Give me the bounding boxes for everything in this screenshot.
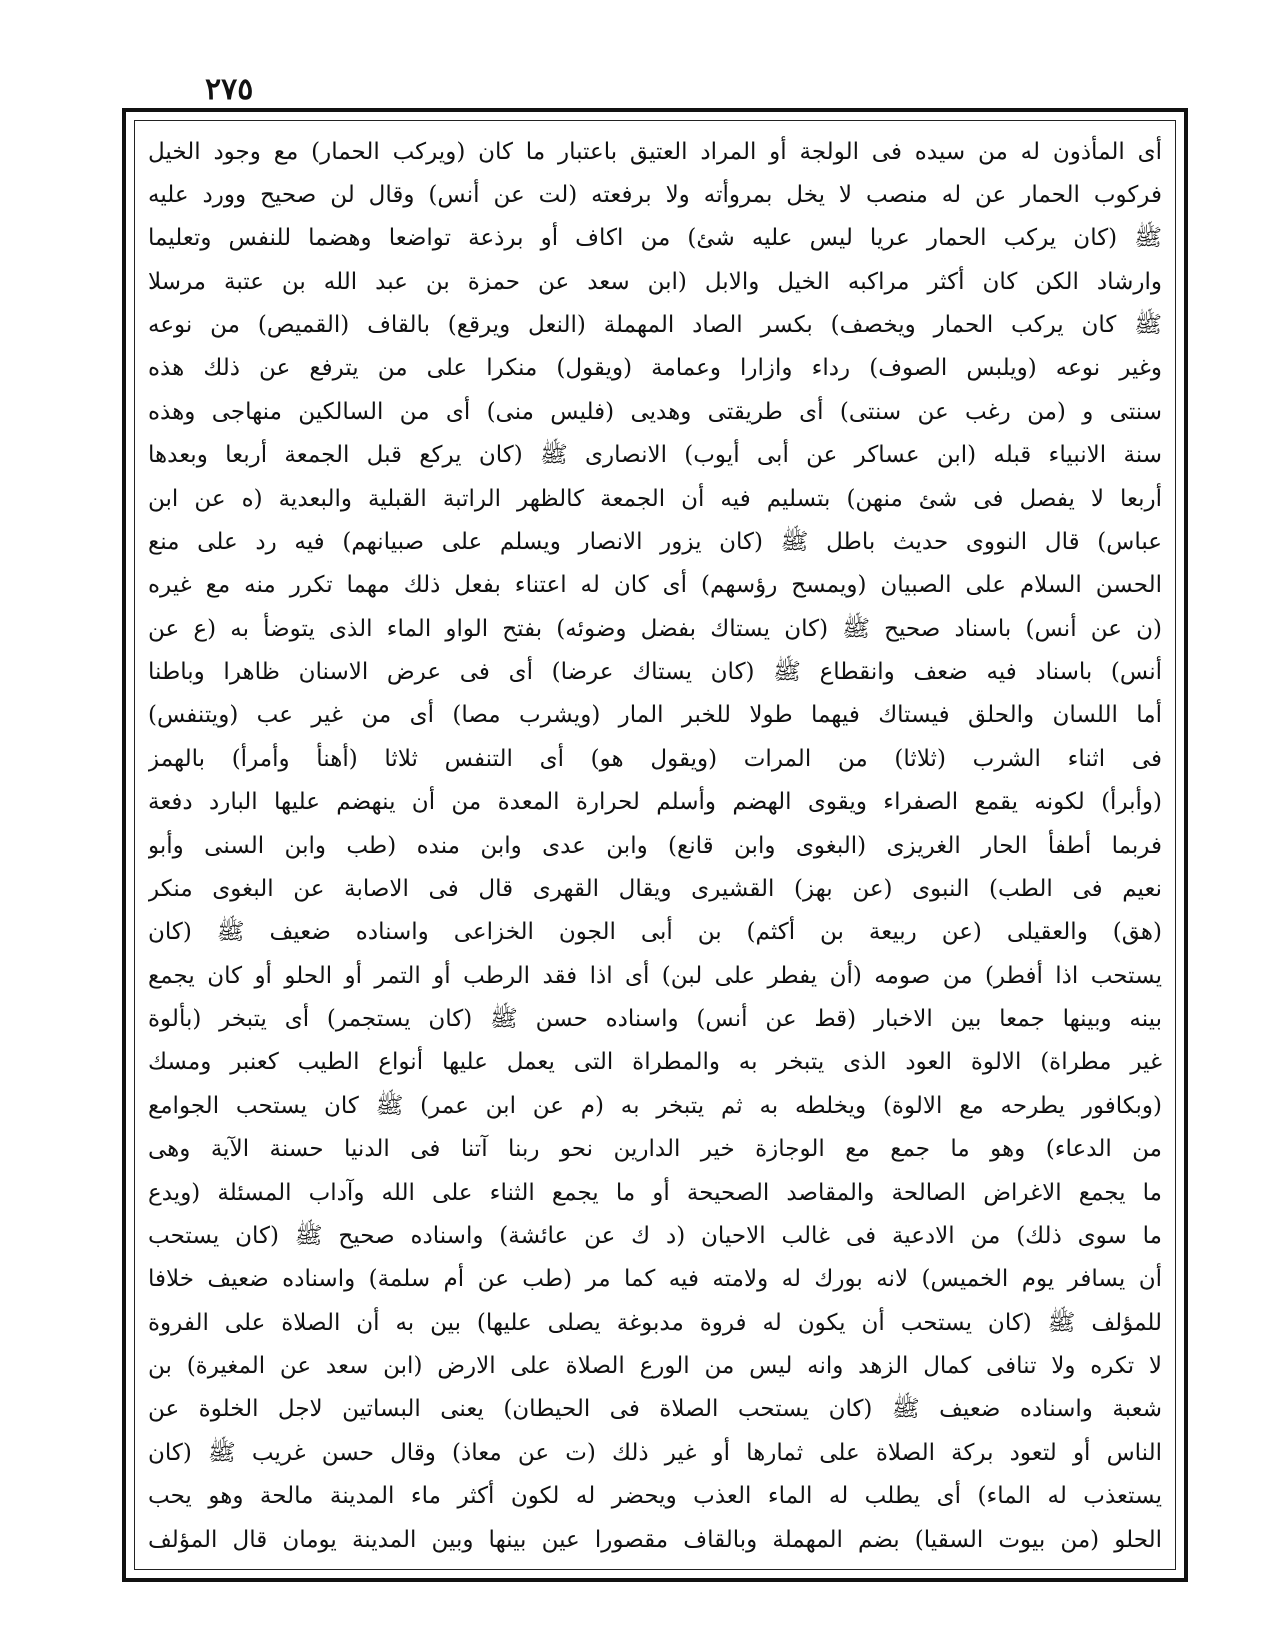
text-line bbox=[148, 1433, 1162, 1473]
text-line-content: ما سوى ذلك) من الادعية فى غالب الاحيان (د ك عن عائشة) واسناده صحيح ﷺ (كان يستحب bbox=[148, 1222, 1162, 1249]
text-line-content: (ن عن أنس) باسناد صحيح ﷺ (كان يستاك بفضل وضوئه) بفتح الواو الماء الذى يتوضأ به (ع عن bbox=[148, 615, 1162, 642]
text-line-content: ﷺ كان يركب الحمار ويخصف) بكسر الصاد المهملة (النعل ويرقع) بالقاف (القميص) من نوعه bbox=[148, 312, 1162, 338]
text-line bbox=[148, 1347, 1162, 1387]
text-line bbox=[148, 653, 1162, 693]
text-line bbox=[148, 739, 1162, 779]
text-line-content: (وأبرأ) لكونه يقمع الصفراء ويقوى الهضم وأسلم لحرارة المعدة من أن ينهضم عليها البارد دفعة bbox=[148, 789, 1162, 816]
text-line bbox=[148, 1390, 1162, 1430]
text-line bbox=[148, 869, 1162, 909]
text-line-content: الحسن السلام على الصبيان (ويمسح رؤسهم) أى كان له اعتناء بفعل ذلك مهما تكرر منه مع غيره bbox=[148, 572, 1162, 599]
text-line-content: فربما أطفأ الحار الغريزى (البغوى وابن قانع) وابن عدى وابن منده (طب وابن السنى وأبو bbox=[148, 832, 1162, 859]
text-line-content: فى اثناء الشرب (ثلاثا) من المرات (ويقول هو) أى التنفس ثلاثا (أهنأ وأمرأ) بالهمز bbox=[148, 745, 1162, 772]
text-line bbox=[148, 956, 1162, 996]
text-line-content: سنتى و (من رغب عن سنتى) أى طريقتى وهديى (فليس منى) أى من السالكين منهاجى وهذه bbox=[148, 398, 1162, 425]
text-line-content: فركوب الحمار عن له منصب لا يخل بمروأته ولا برفعته (لت عن أنس) وقال لن صحيح وورد عليه bbox=[148, 181, 1162, 208]
text-line-content: الحلو (من بيوت السقيا) بضم المهملة وبالقاف مقصورا عين بينها وبين المدينة يومان قال المؤلف bbox=[148, 1526, 1162, 1553]
text-line-content: عباس) قال النووى حديث باطل ﷺ (كان يزور الانصار ويسلم على صبيانهم) فيه رد على منع bbox=[148, 528, 1162, 555]
text-line-content: بينه وبينها جمعا بين الاخبار (قط عن أنس) واسناده حسن ﷺ (كان يستجمر) أى يتبخر (بألوة bbox=[148, 1006, 1162, 1032]
text-line-content: أنس) باسناد فيه ضعف وانقطاع ﷺ (كان يستاك عرضا) أى فى عرض الاسنان ظاهرا وباطنا bbox=[148, 659, 1162, 685]
text-line bbox=[148, 262, 1162, 302]
text-line-content: أن يسافر يوم الخميس) لانه بورك له ولامته فيه كما مر (طب عن أم سلمة) واسناده ضعيف خلافا bbox=[148, 1266, 1162, 1293]
text-line-content: يستعذب له الماء) أى يطلب له الماء العذب ويحضر له لكون أكثر ماء المدينة مالحة وهو يحب bbox=[148, 1483, 1162, 1510]
text-line bbox=[148, 783, 1162, 823]
text-line bbox=[148, 349, 1162, 389]
text-line bbox=[148, 1520, 1162, 1560]
text-line bbox=[148, 219, 1162, 259]
text-line bbox=[148, 132, 1162, 172]
text-line-content: نعيم فى الطب) النبوى (عن بهز) القشيرى ويقال القهرى قال فى الاصابة عن البغوى منكر bbox=[148, 875, 1162, 902]
text-line bbox=[148, 1303, 1162, 1343]
text-line bbox=[148, 1043, 1162, 1083]
text-line-content: وغير نوعه (ويلبس الصوف) رداء وازارا وعمامة (ويقول) منكرا على من يترفع عن ذلك هذه bbox=[148, 355, 1162, 382]
text-line bbox=[148, 522, 1162, 562]
text-line bbox=[148, 1216, 1162, 1256]
text-line-content: وارشاد الكن كان أكثر مراكبه الخيل والابل (ابن سعد عن حمزة بن عبد الله بن عتبة مرسلا bbox=[148, 268, 1162, 295]
text-line bbox=[148, 566, 1162, 606]
text-line-content: غير مطراة) الالوة العود الذى يتبخر به والمطراة التى يعمل عليها أنواع الطيب كعنبر ومسك bbox=[148, 1049, 1162, 1076]
text-line bbox=[148, 826, 1162, 866]
text-line bbox=[148, 1000, 1162, 1040]
text-line-content: أربعا لا يفصل فى شئ منهن) بتسليم فيه أن الجمعة كالظهر الراتبة القبلية والبعدية (ه عن ابن bbox=[148, 485, 1162, 512]
text-line-content: للمؤلف ﷺ (كان يستحب أن يكون له فروة مدبوغة يصلى عليها) بين به أن الصلاة على الفروة bbox=[148, 1309, 1162, 1336]
text-line bbox=[148, 1477, 1162, 1517]
text-line bbox=[148, 175, 1162, 215]
text-line-content: من الدعاء) وهو ما جمع مع الوجازة خير الدارين نحو ربنا آتنا فى الدنيا حسنة الآية وهى bbox=[148, 1136, 1162, 1163]
text-line bbox=[148, 609, 1162, 649]
text-line-content: أى المأذون له من سيده فى الولجة أو المراد العتيق باعتبار ما كان (ويركب الحمار) مع وجود الخيل bbox=[148, 138, 1162, 165]
text-line-content: (وبكافور يطرحه مع الالوة) ويخلطه به ثم يتبخر به (م عن ابن عمر) ﷺ كان يستحب الجوامع bbox=[148, 1092, 1162, 1119]
text-line bbox=[148, 696, 1162, 736]
text-line-content: (هق) والعقيلى (عن ربيعة بن أكثم) بن أبى الجون الخزاعى واسناده ضعيف ﷺ (كان bbox=[148, 919, 1162, 946]
page-number: ٢٧٥ bbox=[205, 72, 254, 107]
text-line bbox=[148, 913, 1162, 953]
text-line bbox=[148, 306, 1162, 346]
text-line-content: يستحب اذا أفطر) من صومه (أن يفطر على لبن) أى اذا فقد الرطب أو التمر أو الحلو أو كان يجمع bbox=[148, 962, 1162, 989]
text-line-content: ما يجمع الاغراض الصالحة والمقاصد الصحيحة أو ما يجمع الثناء على الله وآداب المسئلة (ويدع bbox=[148, 1179, 1162, 1206]
manuscript-text-body bbox=[140, 126, 1170, 1566]
text-line bbox=[148, 436, 1162, 476]
text-line bbox=[148, 392, 1162, 432]
text-line-content: لا تكره ولا تنافى كمال الزهد وانه ليس من الورع الصلاة على الارض (ابن سعد عن المغيرة) بن bbox=[148, 1353, 1162, 1379]
text-line-content: أما اللسان والحلق فيستاك فيهما طولا للخبر المار (ويشرب مصا) أى من غير عب (ويتنفس) bbox=[148, 702, 1162, 729]
text-line bbox=[148, 1086, 1162, 1126]
text-line-content: الناس أو لتعود بركة الصلاة على ثمارها أو غير ذلك (ت عن معاذ) وقال حسن غريب ﷺ (كان bbox=[148, 1439, 1162, 1466]
text-line-content: ﷺ (كان يركب الحمار عريا ليس عليه شئ) من اكاف أو برذعة تواضعا وهضما للنفس وتعليما bbox=[148, 225, 1162, 252]
text-line bbox=[148, 1260, 1162, 1300]
text-line bbox=[148, 1173, 1162, 1213]
text-line-content: سنة الانبياء قبله (ابن عساكر عن أبى أيوب) الانصارى ﷺ (كان يركع قبل الجمعة أربعا وبعدها bbox=[148, 442, 1162, 469]
text-line bbox=[148, 479, 1162, 519]
text-line bbox=[148, 1130, 1162, 1170]
text-line-content: شعبة واسناده ضعيف ﷺ (كان يستحب الصلاة فى الحيطان) يعنى البساتين لاجل الخلوة عن bbox=[148, 1396, 1162, 1423]
